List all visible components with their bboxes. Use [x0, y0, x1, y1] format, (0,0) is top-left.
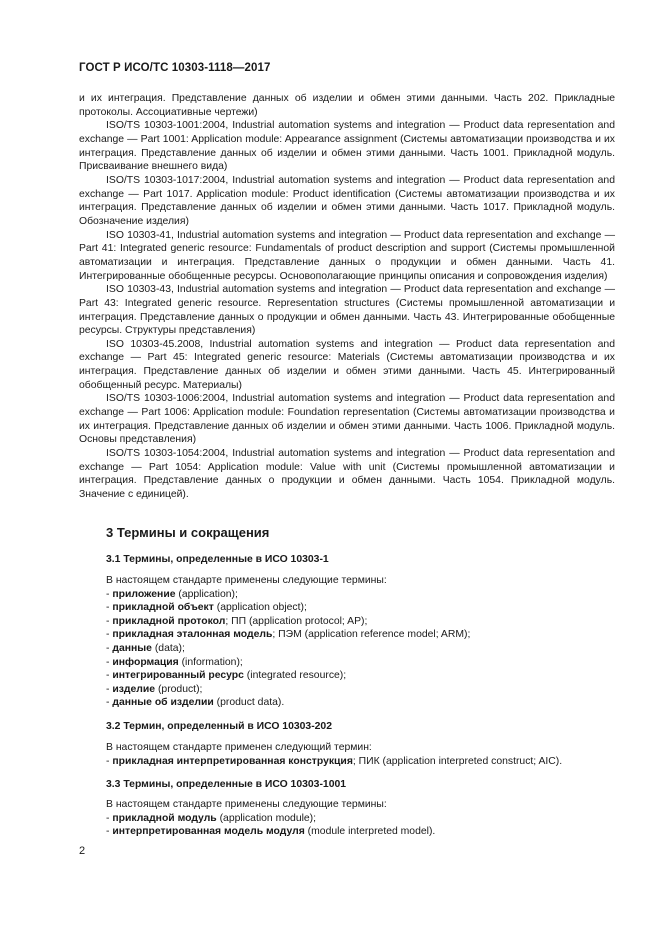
- term-item: - интегрированный ресурс (integrated resource);: [106, 670, 347, 682]
- term-item: - прикладная эталонная модель; ПЭМ (application reference model; ARM);: [106, 629, 471, 641]
- reference-item: ISO/TS 10303-1001:2004, Industrial automation systems and integration — Product data representation and exchange — Part 1001: Application module: Appearance assignment (Системы автоматизации производства и их интеграция. Представление данных об изделии и обмен этими данными. Часть 1001. Прикладной модуль. Присваивание внешнего вида): [79, 120, 615, 173]
- term-item: - прикладная интерпретированная конструкция; ПИК (application interpreted construct; AIC).: [106, 755, 563, 767]
- term-item: - прикладной протокол; ПП (application protocol; AP);: [106, 615, 368, 627]
- document-header: ГОСТ Р ИСО/ТС 10303-1118—2017: [79, 62, 271, 74]
- reference-item: ISO 10303-43, Industrial automation systems and integration — Product data representation and exchange — Part 43: Integrated generic resource. Representation structures (Системы промышленной автоматизации и интеграция. Представление данных о продукции и обмен данными. Часть 43. Интегрированные обобщенные ресурсы. Структуры представления): [79, 284, 615, 337]
- term-item: - данные (data);: [106, 642, 185, 654]
- intro-text: В настоящем стандарте применены следующие термины:: [106, 799, 387, 810]
- subsection-3-2-body: [106, 741, 626, 768]
- reference-item: ISO 10303-41, Industrial automation systems and integration — Product data representation and exchange — Part 41: Integrated generic resource: Fundamentals of product description and support (Системы промышленной автоматизации и интеграция. Представление данных о продукции и обмен данными. Часть 41. Интегрированные обобщенные ресурсы. Основополагающие принципы описания и сопровождения изделия): [79, 229, 615, 282]
- reference-continuation: и их интеграция. Представление данных об изделии и обмен этими данными. Часть 202. Прикладные протоколы. Ассоциативные чертежи): [79, 93, 615, 118]
- term-item: - приложение (application);: [106, 588, 238, 600]
- reference-item: ISO/TS 10303-1006:2004, Industrial automation systems and integration — Product data representation and exchange — Part 1006: Application module: Foundation representation (Системы автоматизации производства и их интеграция. Представление данных об изделии и обмен этими данными. Часть 1006. Прикладной модуль. Основы представления): [79, 393, 615, 446]
- reference-item: ISO 10303-45.2008, Industrial automation systems and integration — Product data representation and exchange — Part 45: Integrated generic resource: Materials (Системы автоматизации производства и их интеграция. Представление данных об изделии и обмен этими данными. Часть 45. Интегрированный обобщенный ресурс. Материалы): [79, 338, 615, 391]
- subsection-3-1-body: [106, 574, 626, 710]
- subsection-3-3-body: [106, 798, 626, 839]
- section-3-heading: 3 Термины и сокращения: [106, 525, 270, 540]
- normative-references: [79, 92, 615, 502]
- term-item: - прикладной модуль (application module);: [106, 812, 317, 824]
- reference-item: ISO/TS 10303-1017:2004, Industrial automation systems and integration — Product data representation and exchange — Part 1017. Application module: Product identification (Системы автоматизации производства и их интеграция. Представление данных об изделии и обмен этими данными. Часть 1017. Прикладной модуль. Обозначение изделия): [79, 174, 615, 227]
- term-item: - информация (information);: [106, 656, 243, 668]
- reference-item: ISO/TS 10303-1054:2004, Industrial automation systems and integration — Product data representation and exchange — Part 1054: Application module: Value with unit (Системы промышленной автоматизации и интеграция. Представление данных о продукции и обмен данными. Часть 1054. Прикладной модуль. Значение с единицей).: [79, 448, 615, 501]
- intro-text: В настоящем стандарте применены следующие термины:: [106, 575, 387, 586]
- subsection-3-1-heading: 3.1 Термины, определенные в ИСО 10303-1: [106, 554, 329, 565]
- term-item: - интерпретированная модель модуля (module interpreted model).: [106, 826, 436, 838]
- intro-text: В настоящем стандарте применен следующий термин:: [106, 742, 372, 753]
- page-number: 2: [79, 845, 86, 857]
- term-item: - прикладной объект (application object);: [106, 602, 307, 614]
- term-item: - изделие (product);: [106, 683, 203, 695]
- term-item: - данные об изделии (product data).: [106, 697, 285, 709]
- subsection-3-3-heading: 3.3 Термины, определенные в ИСО 10303-1001: [106, 779, 347, 790]
- subsection-3-2-heading: 3.2 Термин, определенный в ИСО 10303-202: [106, 721, 332, 732]
